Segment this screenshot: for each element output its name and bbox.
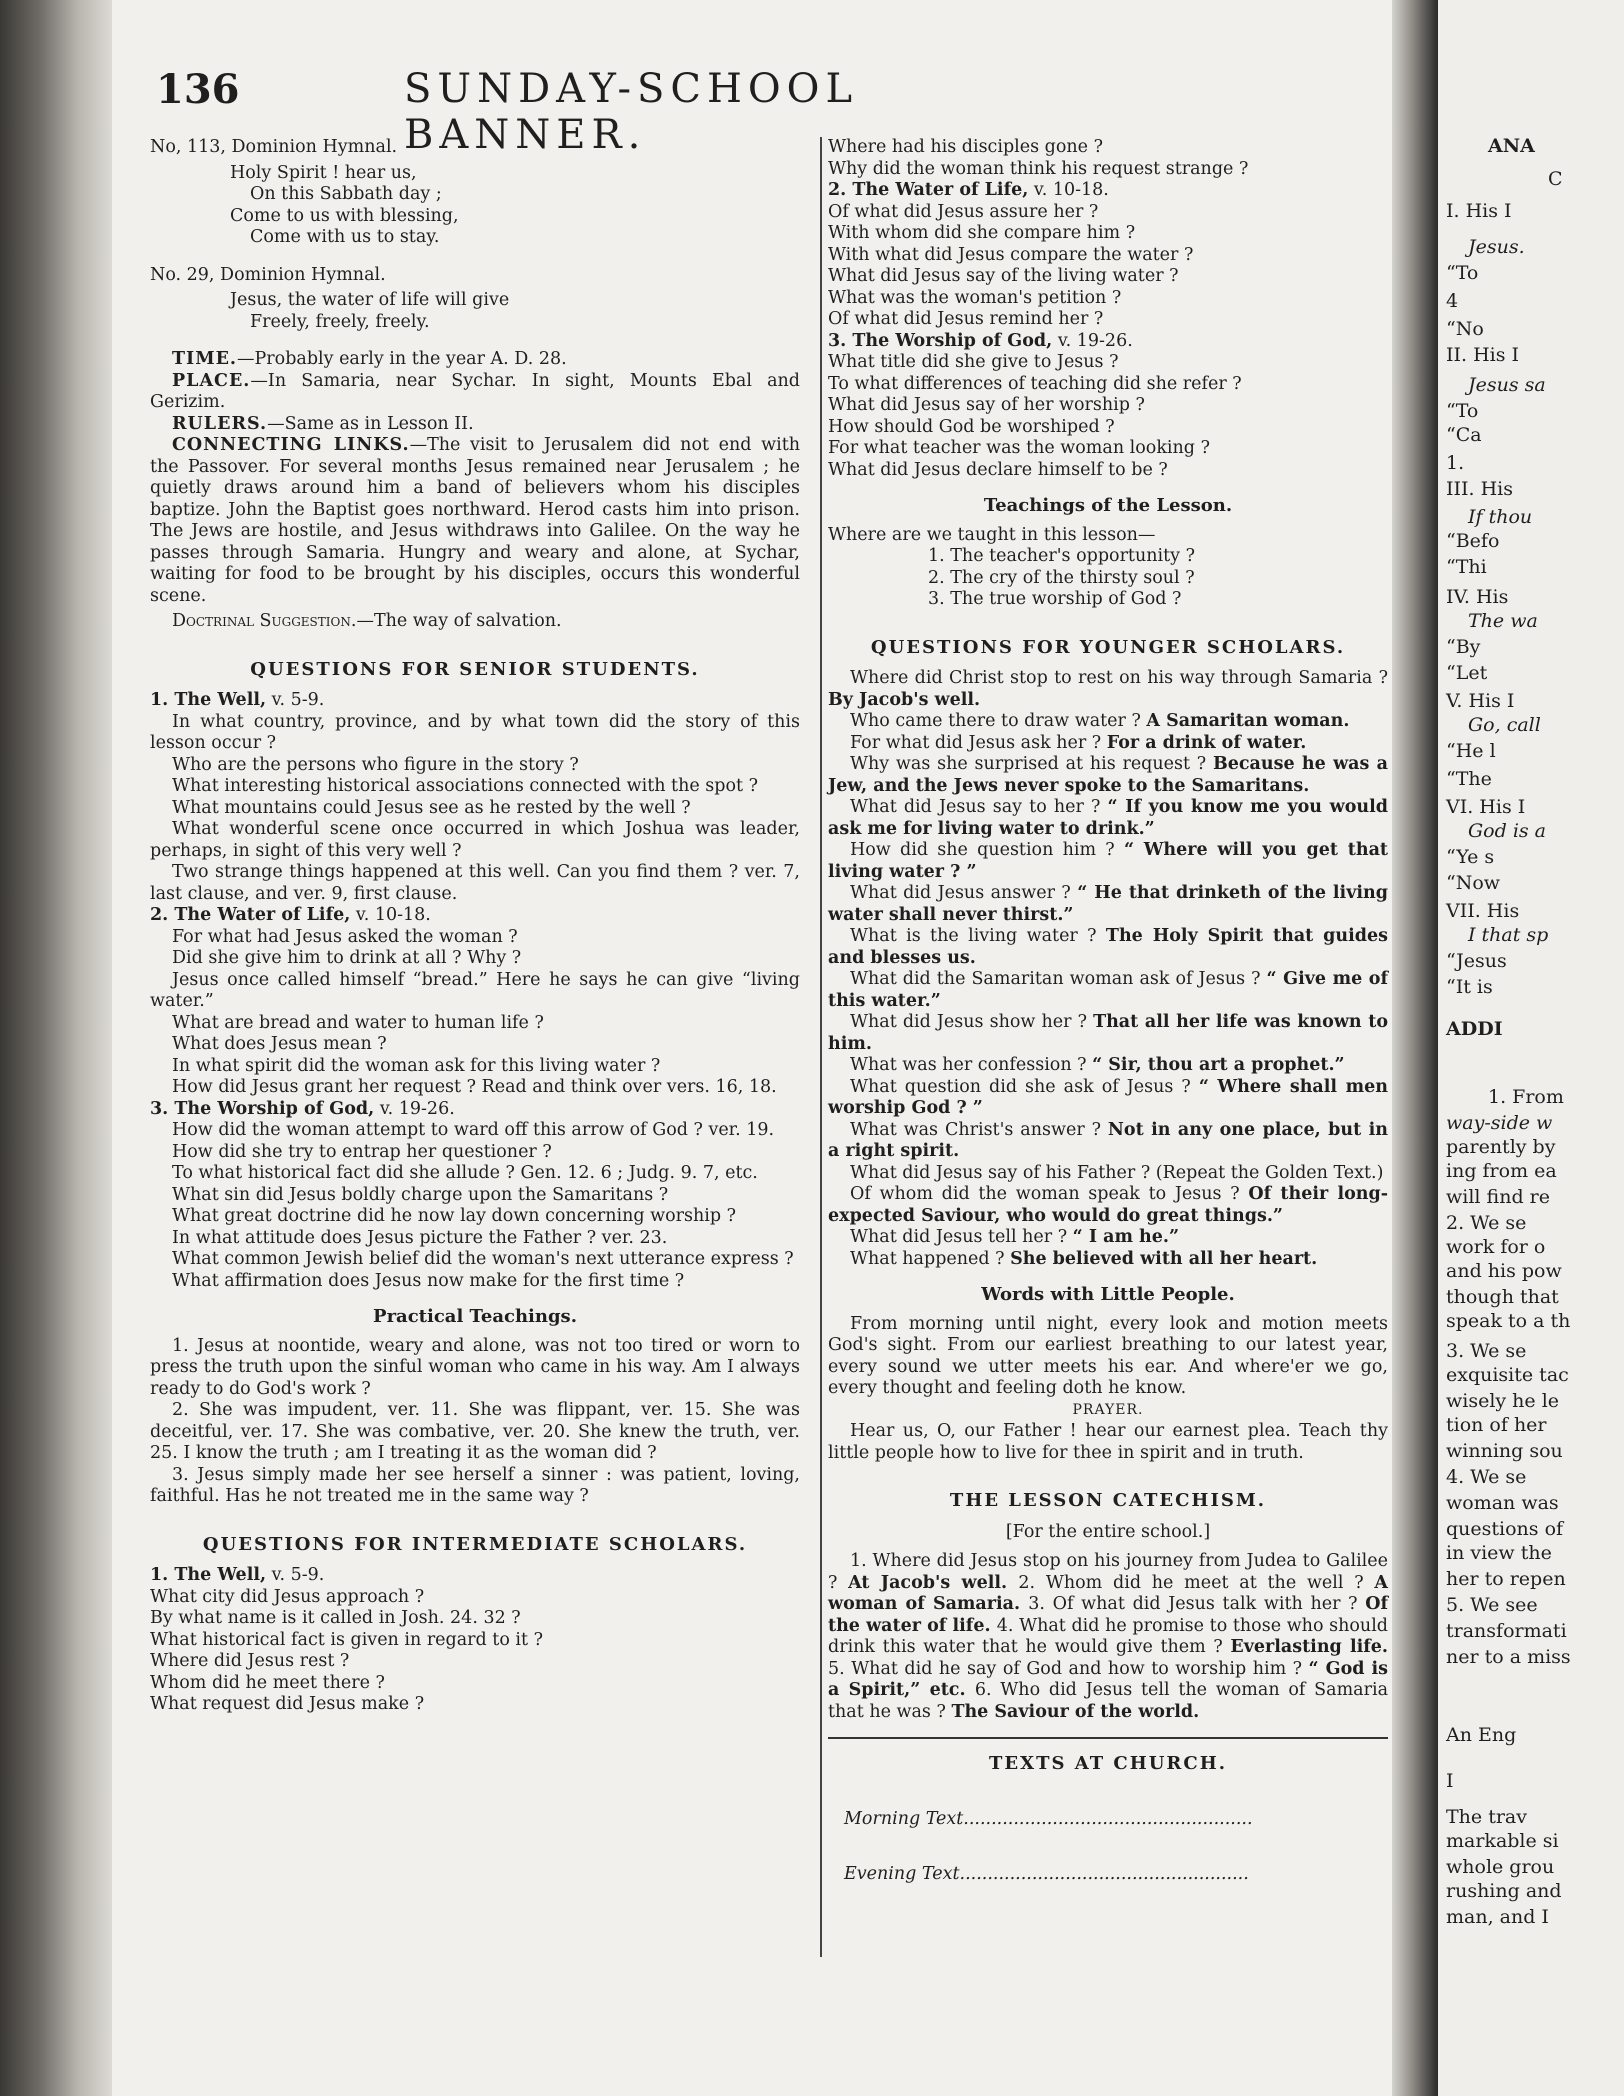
- facing-page-text: will find re: [1446, 1186, 1550, 1208]
- hymn-line: Holy Spirit ! hear us,: [230, 162, 417, 183]
- qa-pair: [828, 754, 1388, 797]
- qa-pair: [828, 1184, 1388, 1227]
- question: Where did Christ stop to rest on his way through Samaria ?: [850, 668, 1388, 688]
- facing-page-text: V. His I: [1446, 690, 1515, 712]
- facing-page-text: 1. From: [1488, 1086, 1564, 1108]
- facing-page-text: parently by: [1446, 1136, 1556, 1158]
- question: For what did Jesus ask her ?: [850, 732, 1107, 753]
- question: What wonderful scene once occurred in which Joshua was leader, perhaps, in sight of this very well ?: [150, 819, 800, 861]
- facing-page-text: way-side w: [1446, 1112, 1553, 1134]
- facing-page-text: exquisite tac: [1446, 1364, 1569, 1386]
- qa-pair: [828, 668, 1388, 711]
- hymn-line: Come to us with blessing,: [230, 205, 459, 226]
- qa-pair: [828, 1055, 1388, 1077]
- teaching-item: 1. Jesus at noontide, weary and alone, was not too tired or worn to press the truth upon the sinful woman who came in his way. Am I always ready to do God's work ?: [150, 1335, 800, 1399]
- question: Jesus once called himself “bread.” Here he says he can give “living water.”: [150, 969, 800, 1011]
- facing-page-text: I: [1446, 1770, 1454, 1792]
- question: What happened ?: [850, 1248, 1011, 1269]
- question: What did the Samaritan woman ask of Jesus ?: [850, 969, 1267, 989]
- qa-pair: [828, 969, 1388, 1012]
- intermediate-questions: [828, 202, 1388, 331]
- facing-page-text: work for o: [1446, 1236, 1546, 1258]
- question: What did Jesus say of her worship ?: [828, 395, 1145, 415]
- question: What did Jesus answer ?: [850, 883, 1078, 903]
- facing-page-text: “Now: [1446, 872, 1501, 894]
- facing-page-text: “Let: [1446, 662, 1488, 684]
- page-title: SUNDAY-SCHOOL BANNER.: [404, 66, 859, 158]
- facing-page-text: VI. His I: [1446, 796, 1526, 818]
- question: What are bread and water to human life ?: [172, 1012, 544, 1033]
- catechism-question: 5. What did he say of God and how to worship him ?: [828, 1658, 1309, 1679]
- facing-page-text: An Eng: [1446, 1724, 1517, 1746]
- question: What did Jesus say of his Father ? (Repeat the Golden Text.): [850, 1162, 1384, 1183]
- intermediate-questions: [828, 352, 1388, 481]
- answer: “ He that drinketh of the living water shall never thirst.”: [828, 883, 1388, 925]
- intermediate-questions-continued: [828, 137, 1388, 180]
- facing-page-text: “It is: [1446, 976, 1493, 998]
- question: What was her confession ?: [850, 1055, 1093, 1075]
- teaching-item: 1. The teacher's opportunity ?: [928, 546, 1195, 566]
- answer: “ Where will you get that living water ? ”: [828, 840, 1388, 882]
- facing-page-text: markable si: [1446, 1830, 1559, 1852]
- facing-page-text: I that sp: [1468, 924, 1549, 946]
- facing-page-text: I. His I: [1446, 200, 1512, 222]
- right-column: [828, 137, 1388, 1886]
- question: Where did Jesus rest ?: [150, 1651, 350, 1671]
- qa-pair: [828, 1163, 1388, 1185]
- intermediate-questions-heading: QUESTIONS FOR INTERMEDIATE SCHOLARS.: [202, 1533, 748, 1555]
- facing-page-text: III. His: [1446, 478, 1513, 500]
- answer: Because he was a Jew, and the Jews never spoke to the Samaritans.: [828, 754, 1388, 796]
- question: Where had his disciples gone ?: [828, 137, 1103, 157]
- facing-page-text: The trav: [1446, 1806, 1527, 1828]
- evening-text-line: Evening Text....................................................: [844, 1864, 1249, 1884]
- qa-pair: [828, 1077, 1388, 1120]
- answer: For a drink of water.: [1106, 732, 1307, 753]
- answer: “ Sir, thou art a prophet.”: [1092, 1055, 1345, 1075]
- facing-page-text: rushing and: [1446, 1880, 1562, 1902]
- question: Who came there to draw water ?: [850, 711, 1147, 731]
- facing-page-text: “To: [1446, 262, 1479, 284]
- question: What did Jesus say of the living water ?: [828, 266, 1179, 286]
- section-number-title: 3. The Worship of God,: [150, 1098, 375, 1119]
- question: Why was she surprised at his request ?: [850, 754, 1213, 774]
- book-binding-edge: [0, 0, 112, 2096]
- facing-page-text: her to repen: [1446, 1568, 1566, 1590]
- page-gutter: [1392, 0, 1438, 2096]
- younger-questions: [828, 668, 1388, 1270]
- question: What was the woman's petition ?: [828, 287, 1122, 308]
- answer: “ I am he.”: [1072, 1227, 1180, 1247]
- facing-page-text: woman was: [1446, 1492, 1559, 1514]
- question: Did she give him to drink at all ? Why ?: [172, 948, 522, 968]
- verse-ref: v. 5-9.: [266, 690, 325, 710]
- facing-page-text: IV. His: [1446, 586, 1509, 608]
- catechism-answer: Of the water of life.: [828, 1594, 1388, 1636]
- question: How did the woman attempt to ward off this arrow of God ? ver. 19.: [172, 1120, 775, 1140]
- question: For what had Jesus asked the woman ?: [172, 926, 518, 947]
- question: How did she try to entrap her questioner ?: [172, 1141, 552, 1162]
- qa-pair: [828, 926, 1388, 969]
- facing-page-text: 4. We se: [1446, 1466, 1527, 1488]
- hymn-line: Freely, freely, freely.: [250, 311, 430, 332]
- catechism-answer: A woman of Samaria.: [828, 1572, 1388, 1614]
- catechism-answer: “ God is a Spirit,” etc.: [828, 1658, 1388, 1700]
- facing-page-text: “By: [1446, 636, 1481, 658]
- facing-page-text: 4: [1446, 290, 1459, 312]
- facing-page-text: ANA: [1488, 135, 1535, 157]
- facing-page-text: and his pow: [1446, 1260, 1562, 1282]
- answer: By Jacob's well.: [828, 689, 981, 710]
- hymn-line: Jesus, the water of life will give: [230, 290, 510, 310]
- question: Of whom did the woman speak to Jesus ?: [850, 1184, 1249, 1204]
- question: What did Jesus declare himself to be ?: [828, 459, 1168, 480]
- facing-page-text: winning sou: [1446, 1440, 1563, 1462]
- left-column: [150, 137, 800, 1716]
- little-people-text: From morning until night, every look and motion meets God's sight. From our earliest breathing to our latest year, every sound we utter meets his ear. And where'er we go, every thought and feeling doth he know.: [828, 1313, 1388, 1398]
- column-divider: [820, 137, 822, 1957]
- question: To what differences of teaching did she refer ?: [828, 373, 1242, 394]
- catechism-question: 2. Whom did he meet at the well ?: [1018, 1572, 1375, 1593]
- question: What interesting historical associations connected with the spot ?: [172, 776, 758, 796]
- question: What is the living water ?: [850, 926, 1106, 946]
- verse-ref: v. 19-26.: [374, 1098, 455, 1119]
- facing-page-text: “The: [1446, 768, 1492, 790]
- facing-page-text: VII. His: [1446, 900, 1520, 922]
- question: Whom did he meet there ?: [150, 1672, 385, 1693]
- question: In what country, province, and by what town did the story of this lesson occur ?: [150, 711, 800, 753]
- question: What mountains could Jesus see as he rested by the well ?: [172, 797, 691, 818]
- hymn-line: Come with us to stay.: [250, 227, 440, 247]
- younger-questions-heading: QUESTIONS FOR YOUNGER SCHOLARS.: [870, 636, 1346, 658]
- answer: “ If you know me you would ask me for living water to drink.”: [828, 797, 1389, 839]
- facing-page-text: ner to a miss: [1446, 1646, 1571, 1668]
- intermediate-section-title: 3. The Worship of God, v. 19-26.: [828, 330, 1133, 351]
- facing-page-text: “Ca: [1446, 424, 1482, 446]
- facing-page-text: transformati: [1446, 1620, 1567, 1642]
- facing-page-text: “He l: [1446, 740, 1496, 762]
- answer: She believed with all her heart.: [1010, 1248, 1318, 1269]
- question: Two strange things happened at this well. Can you find them ? ver. 7, last clause, and ver. 9, first clause.: [150, 862, 800, 904]
- facing-page-text: “No: [1446, 318, 1484, 340]
- catechism-question: 3. Of what did Jesus talk with her ?: [1028, 1594, 1366, 1614]
- qa-pair: [828, 1227, 1388, 1249]
- teaching-item: 2. The cry of the thirsty soul ?: [928, 567, 1195, 588]
- facing-page-text: though that: [1446, 1286, 1559, 1308]
- answer: The Holy Spirit that guides and blesses us.: [828, 926, 1388, 968]
- answer: Not in any one place, but in a right spirit.: [828, 1119, 1388, 1161]
- qa-pair: [828, 733, 1388, 755]
- catechism-heading: THE LESSON CATECHISM.: [949, 1490, 1267, 1511]
- facing-page-text: man, and I: [1446, 1906, 1549, 1928]
- question: With what did Jesus compare the water ?: [828, 244, 1194, 265]
- facing-page-text: Jesus sa: [1468, 374, 1546, 396]
- hymn-verse: [150, 163, 800, 249]
- question: Who are the persons who figure in the story ?: [172, 754, 579, 775]
- facing-page-text: 3. We se: [1446, 1340, 1527, 1362]
- facing-page-text: tion of her: [1446, 1414, 1547, 1436]
- senior-questions-heading: QUESTIONS FOR SENIOR STUDENTS.: [250, 658, 700, 680]
- facing-page-text: C: [1548, 168, 1563, 190]
- qa-pair: [828, 711, 1388, 733]
- connecting-links: CONNECTING LINKS.—The visit to Jerusalem did not end with the Passover. For several months Jesus remained near Jerusalem ; he quietly draws around him a band of believers whom his disciples baptize. John the Baptist goes northward. Herod casts him into prison. The Jews are hostile, and Jesus withdraws into Galilee. On the way he passes through Samaria. Hungry and weary and alone, at Sychar, waiting for food to be brought by his disciples, occurs this wonderful scene.: [150, 435, 801, 606]
- question: How did Jesus grant her request ? Read and think over vers. 16, 18.: [172, 1077, 777, 1097]
- question: What did Jesus show her ?: [850, 1012, 1094, 1032]
- intermediate-section-title: 2. The Water of Life, v. 10-18.: [828, 180, 1109, 200]
- divider: [828, 1737, 1388, 1739]
- facing-page-text: questions of: [1446, 1518, 1564, 1540]
- section-number-title: 2. The Water of Life,: [150, 905, 351, 925]
- facing-page-text: ing from ea: [1446, 1160, 1557, 1182]
- facing-page-text: “Befo: [1446, 530, 1500, 552]
- answer: “ Where shall men worship God ? ”: [828, 1076, 1388, 1118]
- qa-pair: [828, 840, 1388, 883]
- answer: A Samaritan woman.: [1146, 711, 1350, 731]
- question: What great doctrine did he now lay down concerning worship ?: [172, 1206, 737, 1226]
- senior-section-title: [150, 905, 800, 927]
- morning-text-line: Morning Text....................................................: [844, 1808, 1253, 1829]
- teaching-item: 3. Jesus simply made her see herself a sinner : was patient, loving, faithful. Has he not treated me in the same way ?: [150, 1464, 800, 1506]
- question: What city did Jesus approach ?: [150, 1586, 425, 1607]
- page-number: 136: [156, 66, 240, 113]
- little-people-heading: Words with Little People.: [981, 1284, 1235, 1305]
- qa-pair: [828, 1249, 1388, 1271]
- question: How did she question him ?: [850, 840, 1124, 860]
- teaching-item: 3. The true worship of God ?: [928, 589, 1182, 609]
- question: To what historical fact did she allude ? Gen. 12. 6 ; Judg. 9. 7, etc.: [172, 1163, 758, 1183]
- facing-page-text: 2. We se: [1446, 1212, 1527, 1234]
- texts-heading: TEXTS AT CHURCH.: [989, 1753, 1227, 1774]
- facing-page-text: wisely he le: [1446, 1390, 1560, 1412]
- senior-questions: [150, 690, 800, 1292]
- senior-section-title: [150, 1099, 800, 1121]
- facing-page-text: God is a: [1468, 820, 1547, 842]
- facing-page-fragment: [1438, 0, 1624, 2096]
- hymn-verse: [150, 290, 800, 333]
- catechism-answer: The Saviour of the world.: [951, 1701, 1200, 1722]
- facing-page-text: 1.: [1446, 452, 1465, 474]
- place-note: PLACE.—In Samaria, near Sychar. In sight, Mounts Ebal and Gerizim.: [150, 370, 800, 412]
- facing-page-text: If thou: [1468, 506, 1533, 528]
- qa-pair: [828, 1120, 1388, 1163]
- facing-page-text: Jesus.: [1468, 236, 1525, 258]
- hymn-ref: No, 113, Dominion Hymnal.: [150, 137, 398, 157]
- question: What sin did Jesus boldly charge upon the Samaritans ?: [172, 1184, 669, 1205]
- section-number-title: 1. The Well,: [150, 690, 267, 710]
- catechism-answer: At Jacob's well.: [848, 1572, 1019, 1593]
- prayer-label: PRAYER.: [1072, 1401, 1144, 1418]
- answer: “ Give me of this water.”: [828, 969, 1388, 1011]
- intermediate-section-title: 1. The Well, v. 5-9.: [150, 1565, 325, 1585]
- qa-pair: [828, 1012, 1388, 1055]
- prayer-text: Hear us, O, our Father ! hear our earnest plea. Teach thy little people how to live for thee in spirit and in truth.: [828, 1421, 1388, 1463]
- intermediate-questions: [150, 1587, 800, 1716]
- time-note: TIME.—Probably early in the year A. D. 28.: [172, 349, 567, 369]
- teachings-list: [928, 546, 1388, 611]
- catechism-question: 1. Where did Jesus stop on his journey from Judea to Galilee ?: [828, 1551, 1388, 1593]
- doctrinal-suggestion: Doctrinal Suggestion.—The way of salvation.: [172, 611, 562, 631]
- facing-page-text: The wa: [1468, 610, 1538, 632]
- facing-page-text: “Jesus: [1446, 950, 1507, 972]
- question: What affirmation does Jesus now make for the first time ?: [172, 1270, 685, 1291]
- question: What request did Jesus make ?: [150, 1694, 425, 1714]
- senior-section-title: [150, 690, 800, 712]
- hymn-line: On this Sabbath day ;: [250, 184, 442, 204]
- facing-page-text: II. His I: [1446, 344, 1520, 366]
- qa-pair: [828, 797, 1388, 840]
- facing-page-text: “To: [1446, 400, 1479, 422]
- question: What did Jesus tell her ?: [850, 1227, 1073, 1247]
- question: What title did she give to Jesus ?: [828, 352, 1119, 372]
- question: How should God be worshiped ?: [828, 416, 1115, 437]
- question: In what attitude does Jesus picture the Father ? ver. 23.: [172, 1227, 668, 1248]
- qa-pair: [828, 883, 1388, 926]
- facing-page-text: in view the: [1446, 1542, 1552, 1564]
- facing-page-text: 5. We see: [1446, 1594, 1538, 1616]
- question: Of what did Jesus assure her ?: [828, 201, 1099, 222]
- verse-ref: v. 10-18.: [350, 905, 431, 925]
- question: Why did the woman think his request strange ?: [828, 158, 1249, 179]
- answer: Of their long-expected Saviour, who would do great things.”: [828, 1184, 1388, 1226]
- question: What was Christ's answer ?: [850, 1119, 1108, 1140]
- question: By what name is it called in Josh. 24. 32 ?: [150, 1608, 521, 1628]
- question: In what spirit did the woman ask for this living water ?: [172, 1055, 661, 1076]
- rulers-note: RULERS.—Same as in Lesson II.: [172, 413, 474, 434]
- question: What does Jesus mean ?: [172, 1034, 387, 1054]
- question: What question did she ask of Jesus ?: [850, 1076, 1199, 1097]
- catechism-question: 6. Who did Jesus tell the woman of Samaria that he was ?: [828, 1680, 1389, 1722]
- question: With whom did she compare him ?: [828, 223, 1136, 243]
- teaching-item: 2. She was impudent, ver. 11. She was flippant, ver. 15. She was deceitful, ver. 17. She was combative, ver. 20. She knew the truth, ver. 25. I know the truth ; am I treating it as the woman did ?: [150, 1400, 800, 1463]
- question: What historical fact is given in regard to it ?: [150, 1629, 544, 1650]
- practical-teachings: [150, 1336, 800, 1508]
- question: Of what did Jesus remind her ?: [828, 309, 1104, 329]
- facing-page-text: ADDI: [1446, 1018, 1503, 1040]
- catechism-subheading: [For the entire school.]: [1005, 1521, 1211, 1542]
- hymn-ref: No. 29, Dominion Hymnal.: [150, 264, 386, 285]
- answer: That all her life was known to him.: [828, 1012, 1388, 1054]
- facing-page-text: “Ye s: [1446, 846, 1495, 868]
- catechism-question: 4. What did he promise to those who should drink this water that he would give them ?: [828, 1615, 1388, 1657]
- facing-page-text: Go, call: [1468, 714, 1541, 736]
- catechism-answer: Everlasting life.: [1230, 1637, 1388, 1657]
- facing-page-text: whole grou: [1446, 1856, 1555, 1878]
- teachings-heading: Teachings of the Lesson.: [983, 495, 1233, 516]
- question: For what teacher was the woman looking ?: [828, 438, 1210, 458]
- teachings-intro: Where are we taught in this lesson—: [828, 524, 1156, 545]
- catechism-text: [828, 1551, 1388, 1723]
- facing-page-text: “Thi: [1446, 556, 1487, 578]
- practical-teachings-heading: Practical Teachings.: [373, 1306, 577, 1327]
- facing-page-text: speak to a th: [1446, 1310, 1571, 1332]
- question: What did Jesus say to her ?: [850, 797, 1108, 817]
- question: What common Jewish belief did the woman's next utterance express ?: [172, 1249, 794, 1269]
